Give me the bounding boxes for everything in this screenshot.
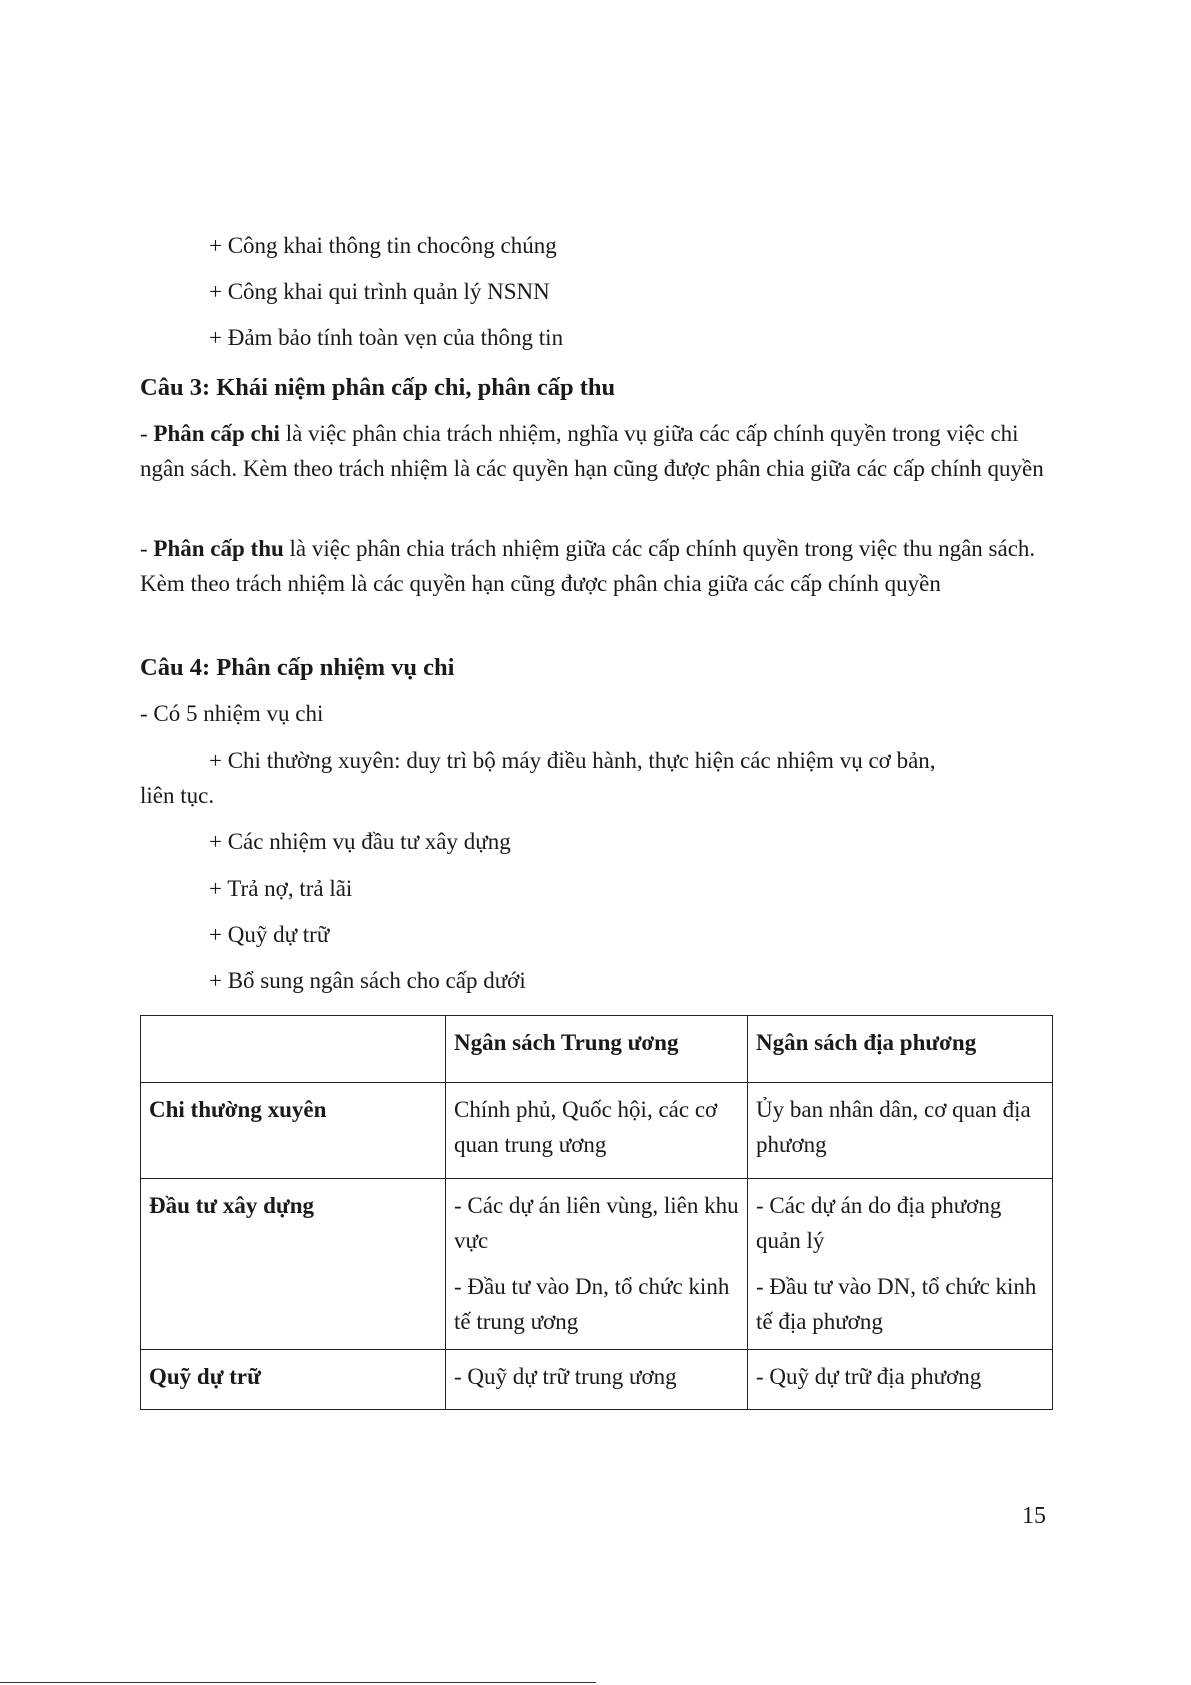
bullet-public-info: + Công khai thông tin chocông chúng: [209, 233, 557, 258]
row-label-reserve: Quỹ dự trữ: [141, 1350, 446, 1410]
row-label-construction: Đầu tư xây dựng: [141, 1179, 446, 1350]
table-header-central: Ngân sách Trung ương: [446, 1016, 748, 1083]
para-prefix: -: [140, 536, 154, 561]
bullet-recurrent-spending-cont: liên tục.: [140, 783, 215, 808]
question-3-heading: Câu 3: Khái niệm phân cấp chi, phân cấp thu: [140, 374, 616, 401]
table-row: [141, 1083, 1053, 1179]
table-row: [141, 1350, 1053, 1410]
cell-text: - Quỹ dự trữ địa phương: [756, 1364, 982, 1389]
cell-text: - Đầu tư vào DN, tổ chức kinh tế địa phương: [756, 1274, 1037, 1334]
bullet-reserve-fund: + Quỹ dự trữ: [209, 922, 330, 947]
table-header-row: [141, 1016, 1053, 1083]
bullet-debt-repayment: + Trả nợ, trả lãi: [209, 876, 353, 901]
cell-local: [748, 1350, 1053, 1410]
bullet-recurrent-spending: + Chi thường xuyên: duy trì bộ máy điều hành, thực hiện các nhiệm vụ cơ bản,: [209, 748, 936, 773]
definition-text: là việc phân chia trách nhiệm, nghĩa vụ giữa các cấp chính quyền trong việc chi ngân sách. Kèm theo trách nhiệm là các quyền hạn cũng được phân chia giữa các cấp chính quyền: [140, 421, 1044, 481]
term-phan-cap-chi: Phân cấp chi: [153, 421, 280, 446]
cell-central: [446, 1083, 748, 1179]
definition-text: là việc phân chia trách nhiệm giữa các cấp chính quyền trong việc thu ngân sách. Kèm theo trách nhiệm là các quyền hạn cũng được phân chia giữa các cấp chính quyền: [140, 536, 1036, 596]
cell-local: [748, 1083, 1053, 1179]
footer-rule: [0, 1682, 596, 1683]
expenditure-count-intro: - Có 5 nhiệm vụ chi: [140, 701, 324, 726]
bullet-info-integrity: + Đảm bảo tính toàn vẹn của thông tin: [209, 325, 564, 350]
bullet-budget-supplement: + Bổ sung ngân sách cho cấp dưới: [209, 968, 526, 993]
question-4-heading: Câu 4: Phân cấp nhiệm vụ chi: [140, 654, 455, 681]
expenditure-allocation-table: [140, 1015, 1053, 1410]
cell-text: - Quỹ dự trữ trung ương: [454, 1364, 677, 1389]
cell-local: [748, 1179, 1053, 1350]
table-row: [141, 1179, 1053, 1350]
cell-central: [446, 1179, 748, 1350]
bullet-public-process: + Công khai qui trình quản lý NSNN: [209, 279, 550, 304]
page-number: 15: [1022, 1503, 1046, 1529]
term-phan-cap-thu: Phân cấp thu: [153, 536, 284, 561]
table-header-local: Ngân sách địa phương: [748, 1016, 1053, 1083]
table-header-empty: [141, 1016, 446, 1083]
definition-expenditure-decentralization: [140, 416, 1060, 486]
cell-central: [446, 1350, 748, 1410]
cell-text: - Các dự án do địa phương quản lý: [756, 1193, 1002, 1253]
bullet-construction-investment: + Các nhiệm vụ đầu tư xây dựng: [209, 829, 511, 854]
row-label-recurrent: Chi thường xuyên: [141, 1083, 446, 1179]
cell-text: Ủy ban nhân dân, cơ quan địa phương: [756, 1097, 1031, 1157]
cell-text: - Các dự án liên vùng, liên khu vực: [454, 1193, 739, 1253]
definition-revenue-decentralization: [140, 531, 1060, 601]
para-prefix: -: [140, 421, 154, 446]
cell-text: - Đầu tư vào Dn, tổ chức kinh tế trung ương: [454, 1274, 730, 1334]
cell-text: Chính phủ, Quốc hội, các cơ quan trung ương: [454, 1097, 718, 1157]
